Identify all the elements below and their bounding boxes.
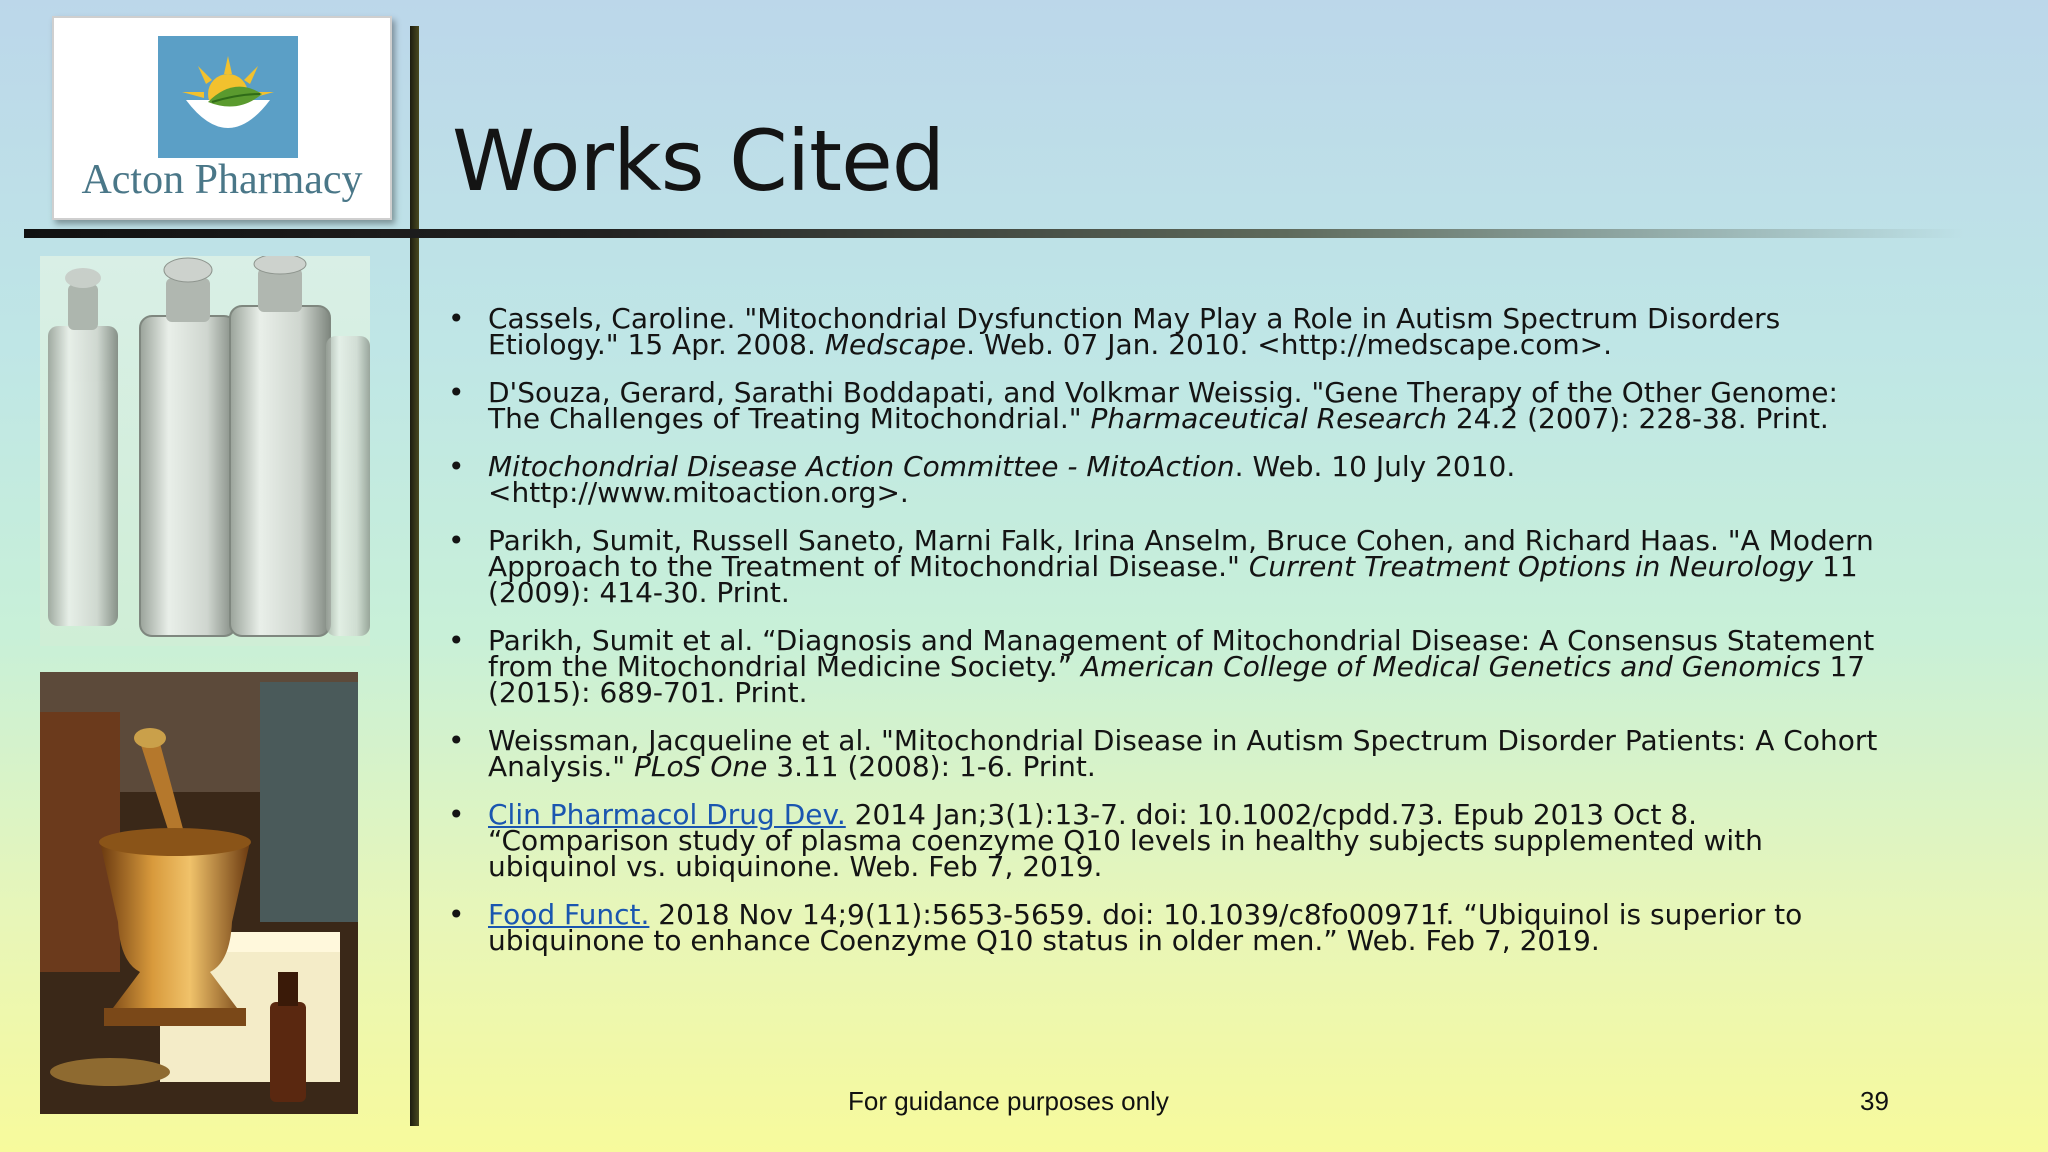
reference-text: D'Souza, Gerard, Sarathi Boddapati, and Volkmar Weissig. "Gene Therapy of the Other Genome: The Challenges of Treating Mitochondrial." <box>488 376 1838 435</box>
reference-link[interactable]: Clin Pharmacol Drug Dev. <box>488 798 846 831</box>
reference-text: Cassels, Caroline. "Mitochondrial Dysfunction May Play a Role in Autism Spectrum Disorders Etiology." 15 Apr. 2008. <box>488 302 1781 361</box>
reference-text: Pharmaceutical Research <box>1090 402 1447 435</box>
reference-text: . Web. 07 Jan. 2010. <http://medscape.com>. <box>966 328 1613 361</box>
reference-item <box>448 798 1878 883</box>
reference-text: 3.11 (2008): 1-6. Print. <box>767 750 1096 783</box>
reference-text: 2014 Jan;3(1):13-7. doi: 10.1002/cpdd.73. Epub 2013 Oct 8. “Comparison study of plasma coenzyme Q10 levels in healthy subjects supplemented with ubiquinol vs. ubiquinone. Web. Feb 7, 2019. <box>488 798 1763 883</box>
reference-item <box>448 450 1878 509</box>
vertical-divider <box>410 26 419 1126</box>
reference-text: Mitochondrial Disease Action Committee - MitoAction <box>488 450 1235 483</box>
reference-text: 24.2 (2007): 228-38. Print. <box>1446 402 1829 435</box>
reference-text: Weissman, Jacqueline et al. "Mitochondrial Disease in Autism Spectrum Disorder Patients: A Cohort Analysis." <box>488 724 1878 783</box>
reference-text: Current Treatment Options in Neurology <box>1248 550 1814 583</box>
horizontal-divider <box>24 229 1964 238</box>
reference-text: Medscape <box>824 328 967 361</box>
glass-bottles-photo <box>40 256 370 646</box>
logo-text: Acton Pharmacy <box>81 157 363 203</box>
reference-text: 2018 Nov 14;9(11):5653-5659. doi: 10.1039/c8fo00971f. “Ubiquinol is superior to ubiquinone to enhance Coenzyme Q10 status in older men.” Web. Feb 7, 2019. <box>488 898 1803 957</box>
reference-text: 11 (2009): 414-30. Print. <box>488 550 1858 609</box>
reference-text: American College of Medical Genetics and Genomics <box>1081 650 1821 683</box>
reference-item <box>448 724 1878 783</box>
reference-item <box>448 302 1878 361</box>
reference-text: . Web. 10 July 2010. <http://www.mitoaction.org>. <box>488 450 1516 509</box>
footer-text: For guidance purposes only <box>848 1086 1169 1116</box>
page-number: 39 <box>1860 1086 1889 1116</box>
reference-item <box>448 624 1878 709</box>
reference-item <box>448 524 1878 609</box>
slide-title: Works Cited <box>452 112 945 210</box>
reference-text: PLoS One <box>634 750 768 783</box>
reference-text: Parikh, Sumit, Russell Saneto, Marni Falk, Irina Anselm, Bruce Cohen, and Richard Haas. "A Modern Approach to the Treatment of Mitochondrial Disease." <box>488 524 1874 583</box>
reference-item <box>448 898 1878 957</box>
acton-pharmacy-logo <box>52 16 392 220</box>
reference-item <box>448 376 1878 435</box>
brass-mortar-pestle-photo <box>40 672 358 1114</box>
reference-text: 17 (2015): 689-701. Print. <box>488 650 1866 709</box>
reference-text: Parikh, Sumit et al. “Diagnosis and Management of Mitochondrial Disease: A Consensus Statement from the Mitochondrial Medicine Society.” <box>488 624 1875 683</box>
reference-link[interactable]: Food Funct. <box>488 898 650 931</box>
works-cited-list <box>448 302 1878 976</box>
mortar-pestle-sun-leaf-icon <box>158 36 298 158</box>
